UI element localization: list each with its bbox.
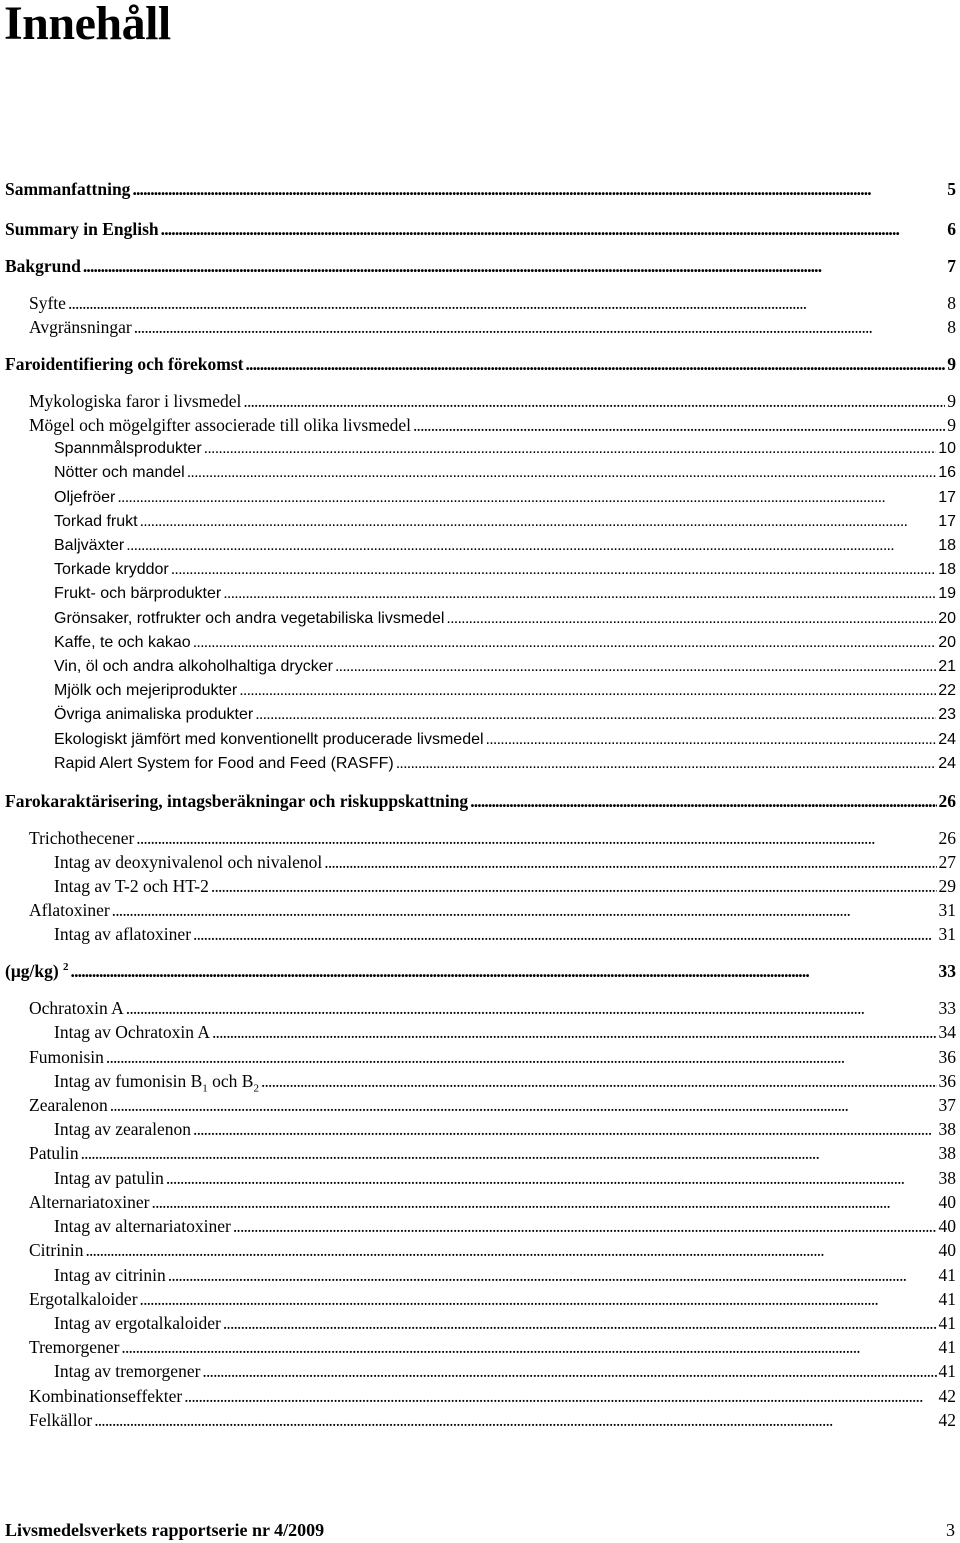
toc-page-number: 31: [938, 924, 956, 944]
toc-entry-title: Farokaraktärisering, intagsberäkningar och riskuppskattning: [5, 791, 469, 811]
toc-entry[interactable]: [54, 461, 956, 485]
toc-entry[interactable]: [29, 1408, 956, 1432]
toc-page-number: 24: [938, 755, 956, 772]
toc-page-number: 23: [938, 706, 956, 723]
toc-entry-title: Intag av ergotalkaloider: [54, 1313, 221, 1333]
toc-dot-leader: [187, 461, 936, 485]
toc-entry[interactable]: [29, 898, 956, 922]
toc-entry[interactable]: [54, 1263, 956, 1287]
toc-dot-leader: [396, 752, 937, 776]
toc-entry[interactable]: [54, 558, 956, 582]
toc-entry-title: Grönsaker, rotfrukter och andra vegetabiliska livsmedel: [54, 610, 445, 627]
toc-entry[interactable]: [29, 996, 956, 1020]
toc-dot-leader: [223, 582, 936, 606]
toc-entry-title: Felkällor: [29, 1410, 93, 1430]
toc-page-number: 17: [938, 513, 956, 530]
toc-entry-title: Syfte: [29, 293, 66, 313]
toc-entry[interactable]: [54, 1166, 956, 1190]
toc-entry-title: Övriga animaliska produkter: [54, 706, 254, 723]
toc-dot-leader: [81, 1141, 937, 1165]
toc-dot-leader: [193, 922, 936, 946]
toc-page-number: 38: [938, 1168, 956, 1188]
toc-dot-leader: [106, 1045, 937, 1069]
toc-entry[interactable]: [29, 1287, 956, 1311]
toc-entry[interactable]: [5, 177, 956, 201]
toc-entry[interactable]: [54, 582, 956, 606]
page-title: Innehåll: [4, 0, 171, 50]
toc-entry-title: Intag av alternariatoxiner: [54, 1216, 231, 1236]
toc-entry-title: Nötter och mandel: [54, 464, 185, 481]
toc-dot-leader: [140, 1287, 937, 1311]
toc-page-number: 9: [947, 354, 956, 374]
toc-page-number: 29: [938, 876, 956, 896]
toc-entry-title: Intag av tremorgener: [54, 1361, 201, 1381]
toc-dot-leader: [126, 534, 936, 558]
toc-entry[interactable]: [29, 1384, 956, 1408]
toc-entry-title: Intag av deoxynivalenol och nivalenol: [54, 852, 323, 872]
toc-page-number: 33: [938, 961, 956, 981]
toc-page-number: 24: [938, 731, 956, 748]
toc-dot-leader: [202, 1359, 936, 1383]
toc-dot-leader: [486, 728, 937, 752]
toc-dot-leader: [335, 655, 936, 679]
toc-entry-title: Alternariatoxiner: [29, 1192, 150, 1212]
toc-entry-title: Torkade kryddor: [54, 561, 169, 578]
toc-entry-title: Summary in English: [5, 219, 159, 239]
toc-page-number: 7: [947, 256, 956, 276]
toc-page-number: 8: [947, 317, 956, 337]
toc-dot-leader: [211, 874, 937, 898]
toc-entry-title: Kombinationseffekter: [29, 1386, 183, 1406]
toc-entry-title: Sammanfattning: [5, 179, 131, 199]
toc-dot-leader: [413, 413, 945, 437]
toc-dot-leader: [161, 217, 946, 241]
toc-entry-title: Torkad frukt: [54, 513, 138, 530]
toc-entry-title: Spannmålsprodukter: [54, 440, 202, 457]
toc-entry-title: Frukt- och bärprodukter: [54, 585, 222, 602]
toc-entry-title: Intag av Ochratoxin A: [54, 1022, 210, 1042]
toc-entry[interactable]: [54, 752, 956, 776]
toc-entry[interactable]: [54, 1069, 956, 1093]
toc-page-number: 18: [938, 561, 956, 578]
toc-dot-leader: [134, 315, 946, 339]
toc-page-number: 41: [938, 1337, 956, 1357]
footer-title: Livsmedelsverkets rapportserie nr 4/2009: [5, 1520, 325, 1540]
toc-entry[interactable]: [29, 1141, 956, 1165]
toc-page-number: 19: [938, 585, 956, 602]
toc-entry-title: Intag av T-2 och HT-2: [54, 876, 209, 896]
toc-entry-title: Citrinin: [29, 1240, 84, 1260]
toc-dot-leader: [94, 1408, 936, 1432]
toc-dot-leader: [171, 558, 936, 582]
toc-entry[interactable]: [5, 959, 956, 983]
toc-entry-title: Intag av aflatoxiner: [54, 924, 192, 944]
toc-page-number: 20: [938, 610, 956, 627]
toc-page-number: 42: [938, 1386, 956, 1406]
toc-page-number: 9: [947, 391, 956, 411]
toc-entry[interactable]: [54, 534, 956, 558]
toc-dot-leader: [212, 1020, 937, 1044]
toc-dot-leader: [184, 1384, 936, 1408]
toc-entry[interactable]: [54, 850, 956, 874]
toc-page-number: 26: [938, 828, 956, 848]
toc-entry[interactable]: [5, 217, 956, 241]
toc-entry[interactable]: [29, 413, 956, 437]
toc-page-number: 21: [938, 658, 956, 675]
toc-entry-title: Bakgrund: [5, 256, 81, 276]
toc-dot-leader: [246, 352, 946, 376]
toc-entry[interactable]: [54, 1214, 956, 1238]
toc-page-number: 5: [947, 179, 956, 199]
toc-entry-title: Rapid Alert System for Food and Feed (RASFF): [54, 755, 394, 772]
footer-page-number: 3: [946, 1520, 955, 1540]
toc-entry[interactable]: [29, 1190, 956, 1214]
toc-dot-leader: [193, 1117, 936, 1141]
toc-page-number: 41: [938, 1313, 956, 1333]
toc-dot-leader: [470, 789, 936, 813]
toc-entry[interactable]: [54, 874, 956, 898]
toc-entry[interactable]: [29, 315, 956, 339]
toc-dot-leader: [121, 1335, 936, 1359]
toc-page-number: 6: [947, 219, 956, 239]
toc-dot-leader: [132, 177, 945, 201]
toc-entry[interactable]: [29, 291, 956, 315]
toc-dot-leader: [223, 1311, 937, 1335]
toc-entry[interactable]: [54, 728, 956, 752]
toc-entry-title: Trichothecener: [29, 828, 135, 848]
toc-dot-leader: [71, 959, 937, 983]
toc-entry[interactable]: [54, 607, 956, 631]
toc-page-number: 34: [938, 1022, 956, 1042]
toc-entry-title: Mögel och mögelgifter associerade till olika livsmedel: [29, 415, 411, 435]
toc-dot-leader: [140, 510, 937, 534]
toc-page-number: 40: [938, 1216, 956, 1236]
toc-dot-leader: [117, 486, 936, 510]
toc-page-number: 41: [938, 1289, 956, 1309]
toc-page-number: 22: [938, 682, 956, 699]
toc-entry-title: Ochratoxin A: [29, 998, 124, 1018]
toc-page-number: 9: [947, 415, 956, 435]
toc-entry-title: Baljväxter: [54, 537, 125, 554]
toc-page-number: 31: [938, 900, 956, 920]
toc-entry[interactable]: [54, 1311, 956, 1335]
toc-page-number: 16: [938, 464, 956, 481]
toc-entry[interactable]: [29, 1045, 956, 1069]
toc-entry-title: Ekologiskt jämfört med konventionellt producerade livsmedel: [54, 731, 484, 748]
toc-entry[interactable]: [29, 826, 956, 850]
toc-page-number: 41: [938, 1265, 956, 1285]
toc-entry[interactable]: [5, 352, 956, 376]
toc-page-number: 40: [938, 1192, 956, 1212]
toc-entry-title: (μg/kg) $^2$: [5, 961, 69, 981]
toc-dot-leader: [193, 631, 937, 655]
toc-page-number: 17: [938, 489, 956, 506]
toc-entry[interactable]: [54, 703, 956, 727]
toc-entry[interactable]: [54, 1359, 956, 1383]
toc-entry[interactable]: [29, 1093, 956, 1117]
toc-entry-title: Zearalenon: [29, 1095, 108, 1115]
toc-dot-leader: [126, 996, 937, 1020]
toc-entry-title: Kaffe, te och kakao: [54, 634, 191, 651]
toc-dot-leader: [110, 1093, 937, 1117]
toc-page-number: 36: [938, 1047, 956, 1067]
toc-entry[interactable]: [54, 437, 956, 461]
toc-entry-title: Oljefröer: [54, 489, 116, 506]
toc-entry[interactable]: [54, 631, 956, 655]
toc-page-number: 10: [938, 440, 956, 457]
toc-entry[interactable]: [54, 655, 956, 679]
toc-dot-leader: [204, 437, 937, 461]
toc-page-number: 18: [938, 537, 956, 554]
toc-dot-leader: [85, 1238, 936, 1262]
toc-dot-leader: [136, 826, 936, 850]
toc-entry-title: Mjölk och mejeriprodukter: [54, 682, 238, 699]
toc-entry[interactable]: [29, 1238, 956, 1262]
toc-dot-leader: [233, 1214, 937, 1238]
toc-page-number: 8: [947, 293, 956, 313]
toc-entry-title: Ergotalkaloider: [29, 1289, 138, 1309]
toc-entry-title: Faroidentifiering och förekomst: [5, 354, 244, 374]
toc-page-number: 37: [938, 1095, 956, 1115]
toc-entry-title: Intag av fumonisin $B_1$ och $B_2$: [54, 1071, 259, 1095]
toc-dot-leader: [239, 679, 936, 703]
toc-entry-title: Intag av citrinin: [54, 1265, 166, 1285]
toc-dot-leader: [83, 254, 945, 278]
toc-entry[interactable]: [54, 1117, 956, 1141]
toc-page-number: 38: [938, 1119, 956, 1139]
toc-entry[interactable]: [5, 789, 956, 813]
toc-page-number: 40: [938, 1240, 956, 1260]
toc-entry-title: Intag av zearalenon: [54, 1119, 192, 1139]
toc-entry-title: Vin, öl och andra alkoholhaltiga drycker: [54, 658, 333, 675]
toc-entry-title: Intag av patulin: [54, 1168, 164, 1188]
toc-entry-title: Patulin: [29, 1143, 79, 1163]
toc-entry-title: Mykologiska faror i livsmedel: [29, 391, 242, 411]
toc-page-number: 38: [938, 1143, 956, 1163]
toc-dot-leader: [261, 1069, 937, 1093]
toc-page-number: 36: [938, 1071, 956, 1091]
toc-dot-leader: [446, 607, 936, 631]
toc-entry-title: Tremorgener: [29, 1337, 120, 1357]
page-footer: [5, 1520, 955, 1541]
toc-page-number: 27: [938, 852, 956, 872]
toc-page-number: 20: [938, 634, 956, 651]
toc-entry[interactable]: [54, 679, 956, 703]
toc-entry[interactable]: [54, 510, 956, 534]
toc-dot-leader: [255, 703, 936, 727]
toc-dot-leader: [68, 291, 945, 315]
toc-entry[interactable]: [54, 486, 956, 510]
toc-page-number: 33: [938, 998, 956, 1018]
toc-page-number: 42: [938, 1410, 956, 1430]
toc-page-number: 41: [938, 1361, 956, 1381]
toc-entry[interactable]: [5, 254, 956, 278]
toc-dot-leader: [324, 850, 936, 874]
toc-dot-leader: [112, 898, 937, 922]
toc-entry[interactable]: [29, 1335, 956, 1359]
toc-entry[interactable]: [54, 922, 956, 946]
toc-entry[interactable]: [54, 1020, 956, 1044]
toc-dot-leader: [152, 1190, 937, 1214]
toc-dot-leader: [166, 1166, 937, 1190]
toc-entry-title: Aflatoxiner: [29, 900, 110, 920]
toc-entry-title: Avgränsningar: [29, 317, 132, 337]
toc-entry-title: Fumonisin: [29, 1047, 104, 1067]
toc-page-number: 26: [938, 791, 956, 811]
toc-dot-leader: [243, 389, 945, 413]
toc-dot-leader: [168, 1263, 937, 1287]
toc-entry[interactable]: [29, 389, 956, 413]
